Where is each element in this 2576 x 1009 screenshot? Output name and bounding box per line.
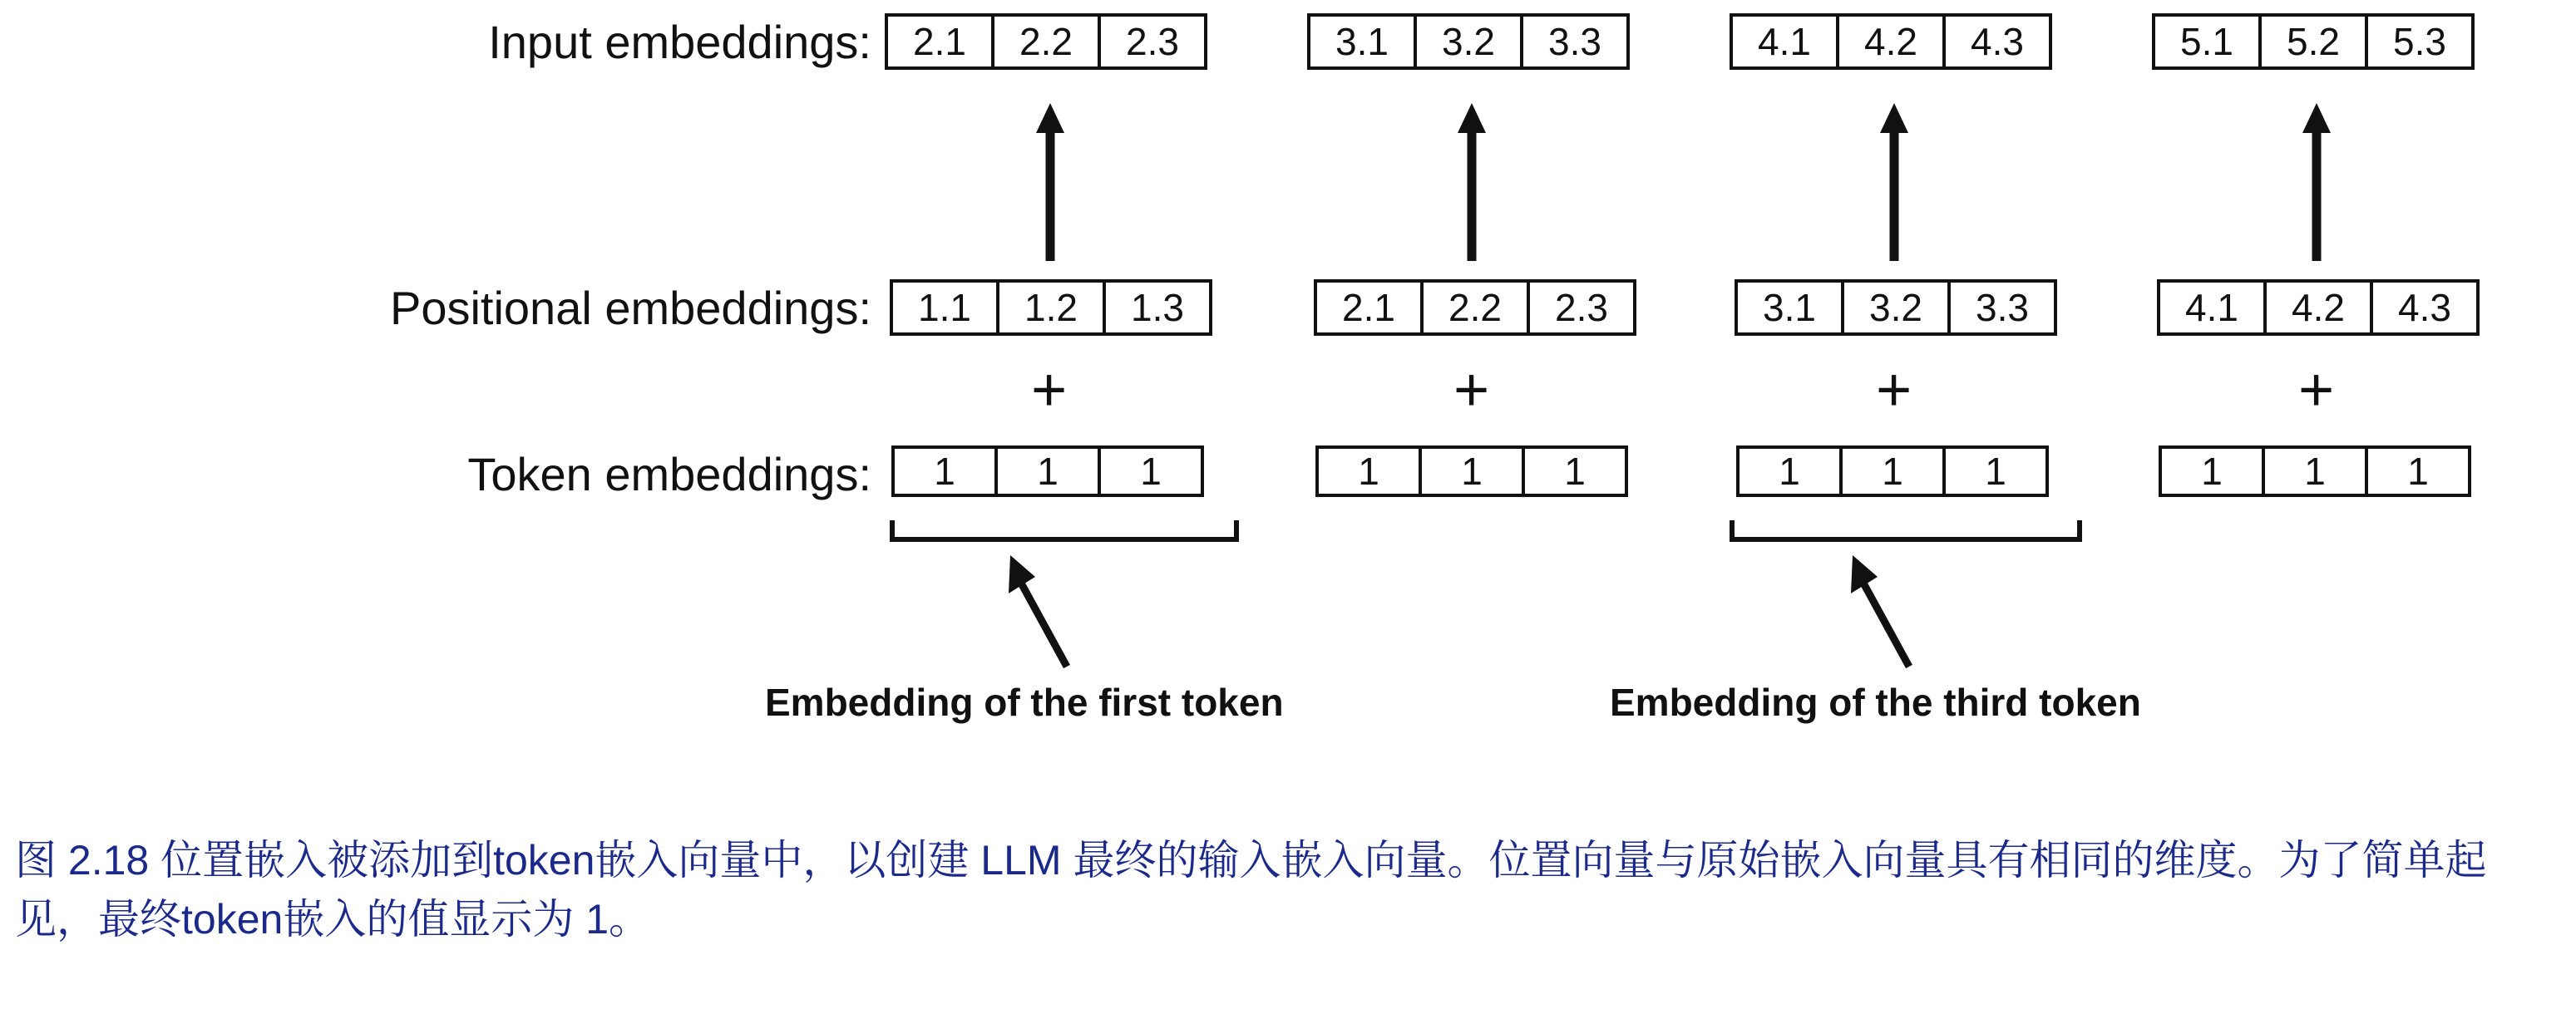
vector-cell: 4.1 <box>1730 13 1839 70</box>
group-brace-third-token <box>1730 520 2082 542</box>
callout-label-third-token: Embedding of the third token <box>1610 681 2141 724</box>
vector-cell: 3.1 <box>1735 279 1844 336</box>
row-label-token-embeddings: Token embeddings: <box>467 448 871 500</box>
callout-label-first-token: Embedding of the first token <box>765 681 1284 724</box>
positional-embedding-vector-1 <box>890 279 1209 336</box>
arrow-up-icon <box>1455 103 1488 261</box>
plus-sign-1: + <box>1031 355 1068 424</box>
figure-caption: 图 2.18 位置嵌入被添加到token嵌入向量中，以创建 LLM 最终的输入嵌入向量。位置向量与原始嵌入向量具有相同的维度。为了简单起见，最终token嵌入的值显示为 1。 <box>15 837 2487 943</box>
vector-cell: 5.1 <box>2152 13 2262 70</box>
vector-cell: 2.1 <box>885 13 994 70</box>
arrow-up-icon <box>1878 103 1911 261</box>
input-embedding-vector-1 <box>885 13 1204 70</box>
row-label-positional-embeddings: Positional embeddings: <box>389 282 871 334</box>
token-embedding-vector-2 <box>1315 445 1625 497</box>
vector-cell: 3.2 <box>1414 13 1523 70</box>
vector-cell: 4.2 <box>1836 13 1946 70</box>
vector-cell: 2.2 <box>1420 279 1530 336</box>
arrow-up-icon <box>1034 103 1067 261</box>
token-embedding-vector-3 <box>1736 445 2046 497</box>
vector-cell: 4.2 <box>2263 279 2373 336</box>
vector-cell: 1 <box>1839 445 1946 497</box>
vector-cell: 1 <box>2365 445 2471 497</box>
vector-cell: 4.3 <box>1942 13 2052 70</box>
vector-cell: 4.1 <box>2157 279 2267 336</box>
vector-cell: 3.3 <box>1947 279 2057 336</box>
vector-cell: 1 <box>1098 445 1204 497</box>
vector-cell: 1 <box>1315 445 1422 497</box>
callout-arrow-first-token-icon <box>994 554 1085 670</box>
vector-cell: 1 <box>1736 445 1843 497</box>
vector-cell: 1.1 <box>890 279 999 336</box>
vector-cell: 4.3 <box>2370 279 2480 336</box>
row-label-input-embeddings: Input embeddings: <box>488 16 871 68</box>
vector-cell: 2.1 <box>1314 279 1424 336</box>
vector-cell: 5.3 <box>2365 13 2475 70</box>
token-embedding-vector-4 <box>2159 445 2468 497</box>
plus-sign-4: + <box>2298 355 2335 424</box>
vector-cell: 1 <box>2262 445 2368 497</box>
vector-cell: 2.3 <box>1527 279 1636 336</box>
vector-cell: 5.2 <box>2258 13 2368 70</box>
vector-cell: 1 <box>2159 445 2265 497</box>
input-embedding-vector-4 <box>2152 13 2471 70</box>
vector-cell: 1.3 <box>1103 279 1212 336</box>
positional-embedding-vector-4 <box>2157 279 2476 336</box>
plus-sign-2: + <box>1453 355 1490 424</box>
vector-cell: 1.2 <box>996 279 1106 336</box>
group-brace-first-token <box>890 520 1239 542</box>
vector-cell: 3.2 <box>1841 279 1951 336</box>
vector-cell: 1 <box>891 445 998 497</box>
vector-cell: 2.2 <box>991 13 1101 70</box>
plus-sign-3: + <box>1876 355 1912 424</box>
arrow-up-icon <box>2300 103 2333 261</box>
vector-cell: 1 <box>994 445 1101 497</box>
vector-cell: 3.1 <box>1307 13 1417 70</box>
positional-embedding-vector-3 <box>1735 279 2054 336</box>
vector-cell: 1 <box>1522 445 1628 497</box>
token-embedding-vector-1 <box>891 445 1201 497</box>
input-embedding-vector-3 <box>1730 13 2049 70</box>
vector-cell: 3.3 <box>1520 13 1630 70</box>
callout-arrow-third-token-icon <box>1836 554 1927 670</box>
vector-cell: 1 <box>1942 445 2049 497</box>
input-embedding-vector-2 <box>1307 13 1626 70</box>
vector-cell: 1 <box>1419 445 1525 497</box>
positional-embedding-vector-2 <box>1314 279 1633 336</box>
vector-cell: 2.3 <box>1098 13 1207 70</box>
